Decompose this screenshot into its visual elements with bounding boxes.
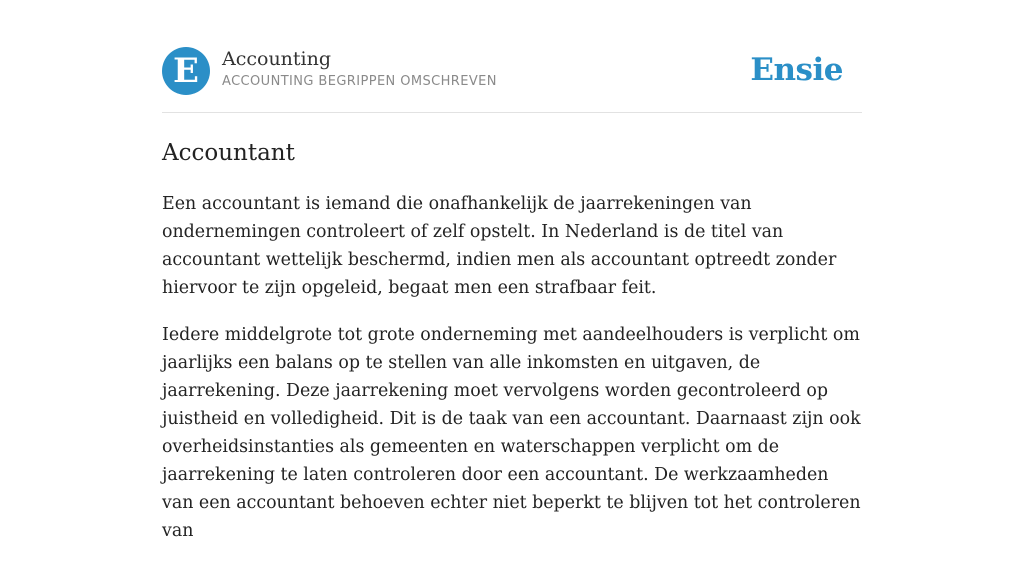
category-title[interactable]: Accounting [222, 48, 332, 70]
site-header [162, 47, 862, 113]
article-paragraph: Iedere middelgrote tot grote onderneming met aandeelhouders is verplicht om jaarlijks een balans op te stellen van alle inkomsten en uitgaven, de jaarrekening. Deze jaarrekening moet vervolgens worden gecontroleerd op juistheid en volledigheid. Dit is de taak van een accountant. Daarnaast zijn ook overheidsinstanties als gemeenten en waterschappen verplicht om de jaarrekening te laten controleren door een accountant. De werkzaamheden van een accountant behoeven echter niet beperkt te blijven tot het controleren van [162, 325, 861, 541]
page [162, 0, 862, 541]
ensie-logo[interactable]: Ensie [750, 52, 843, 88]
article-body [162, 190, 864, 564]
category-subtitle: ACCOUNTING BEGRIPPEN OMSCHREVEN [222, 74, 497, 89]
ensie-e-logo-icon[interactable]: E [162, 47, 210, 95]
article-paragraph: Een accountant is iemand die onafhankelijk de jaarrekeningen van ondernemingen controleert of zelf opstelt. In Nederland is de titel van accountant wettelijk beschermd, indien men als accountant optreedt zonder hiervoor te zijn opgeleid, begaat men een strafbaar feit. [162, 194, 837, 298]
article-title: Accountant [162, 140, 295, 166]
